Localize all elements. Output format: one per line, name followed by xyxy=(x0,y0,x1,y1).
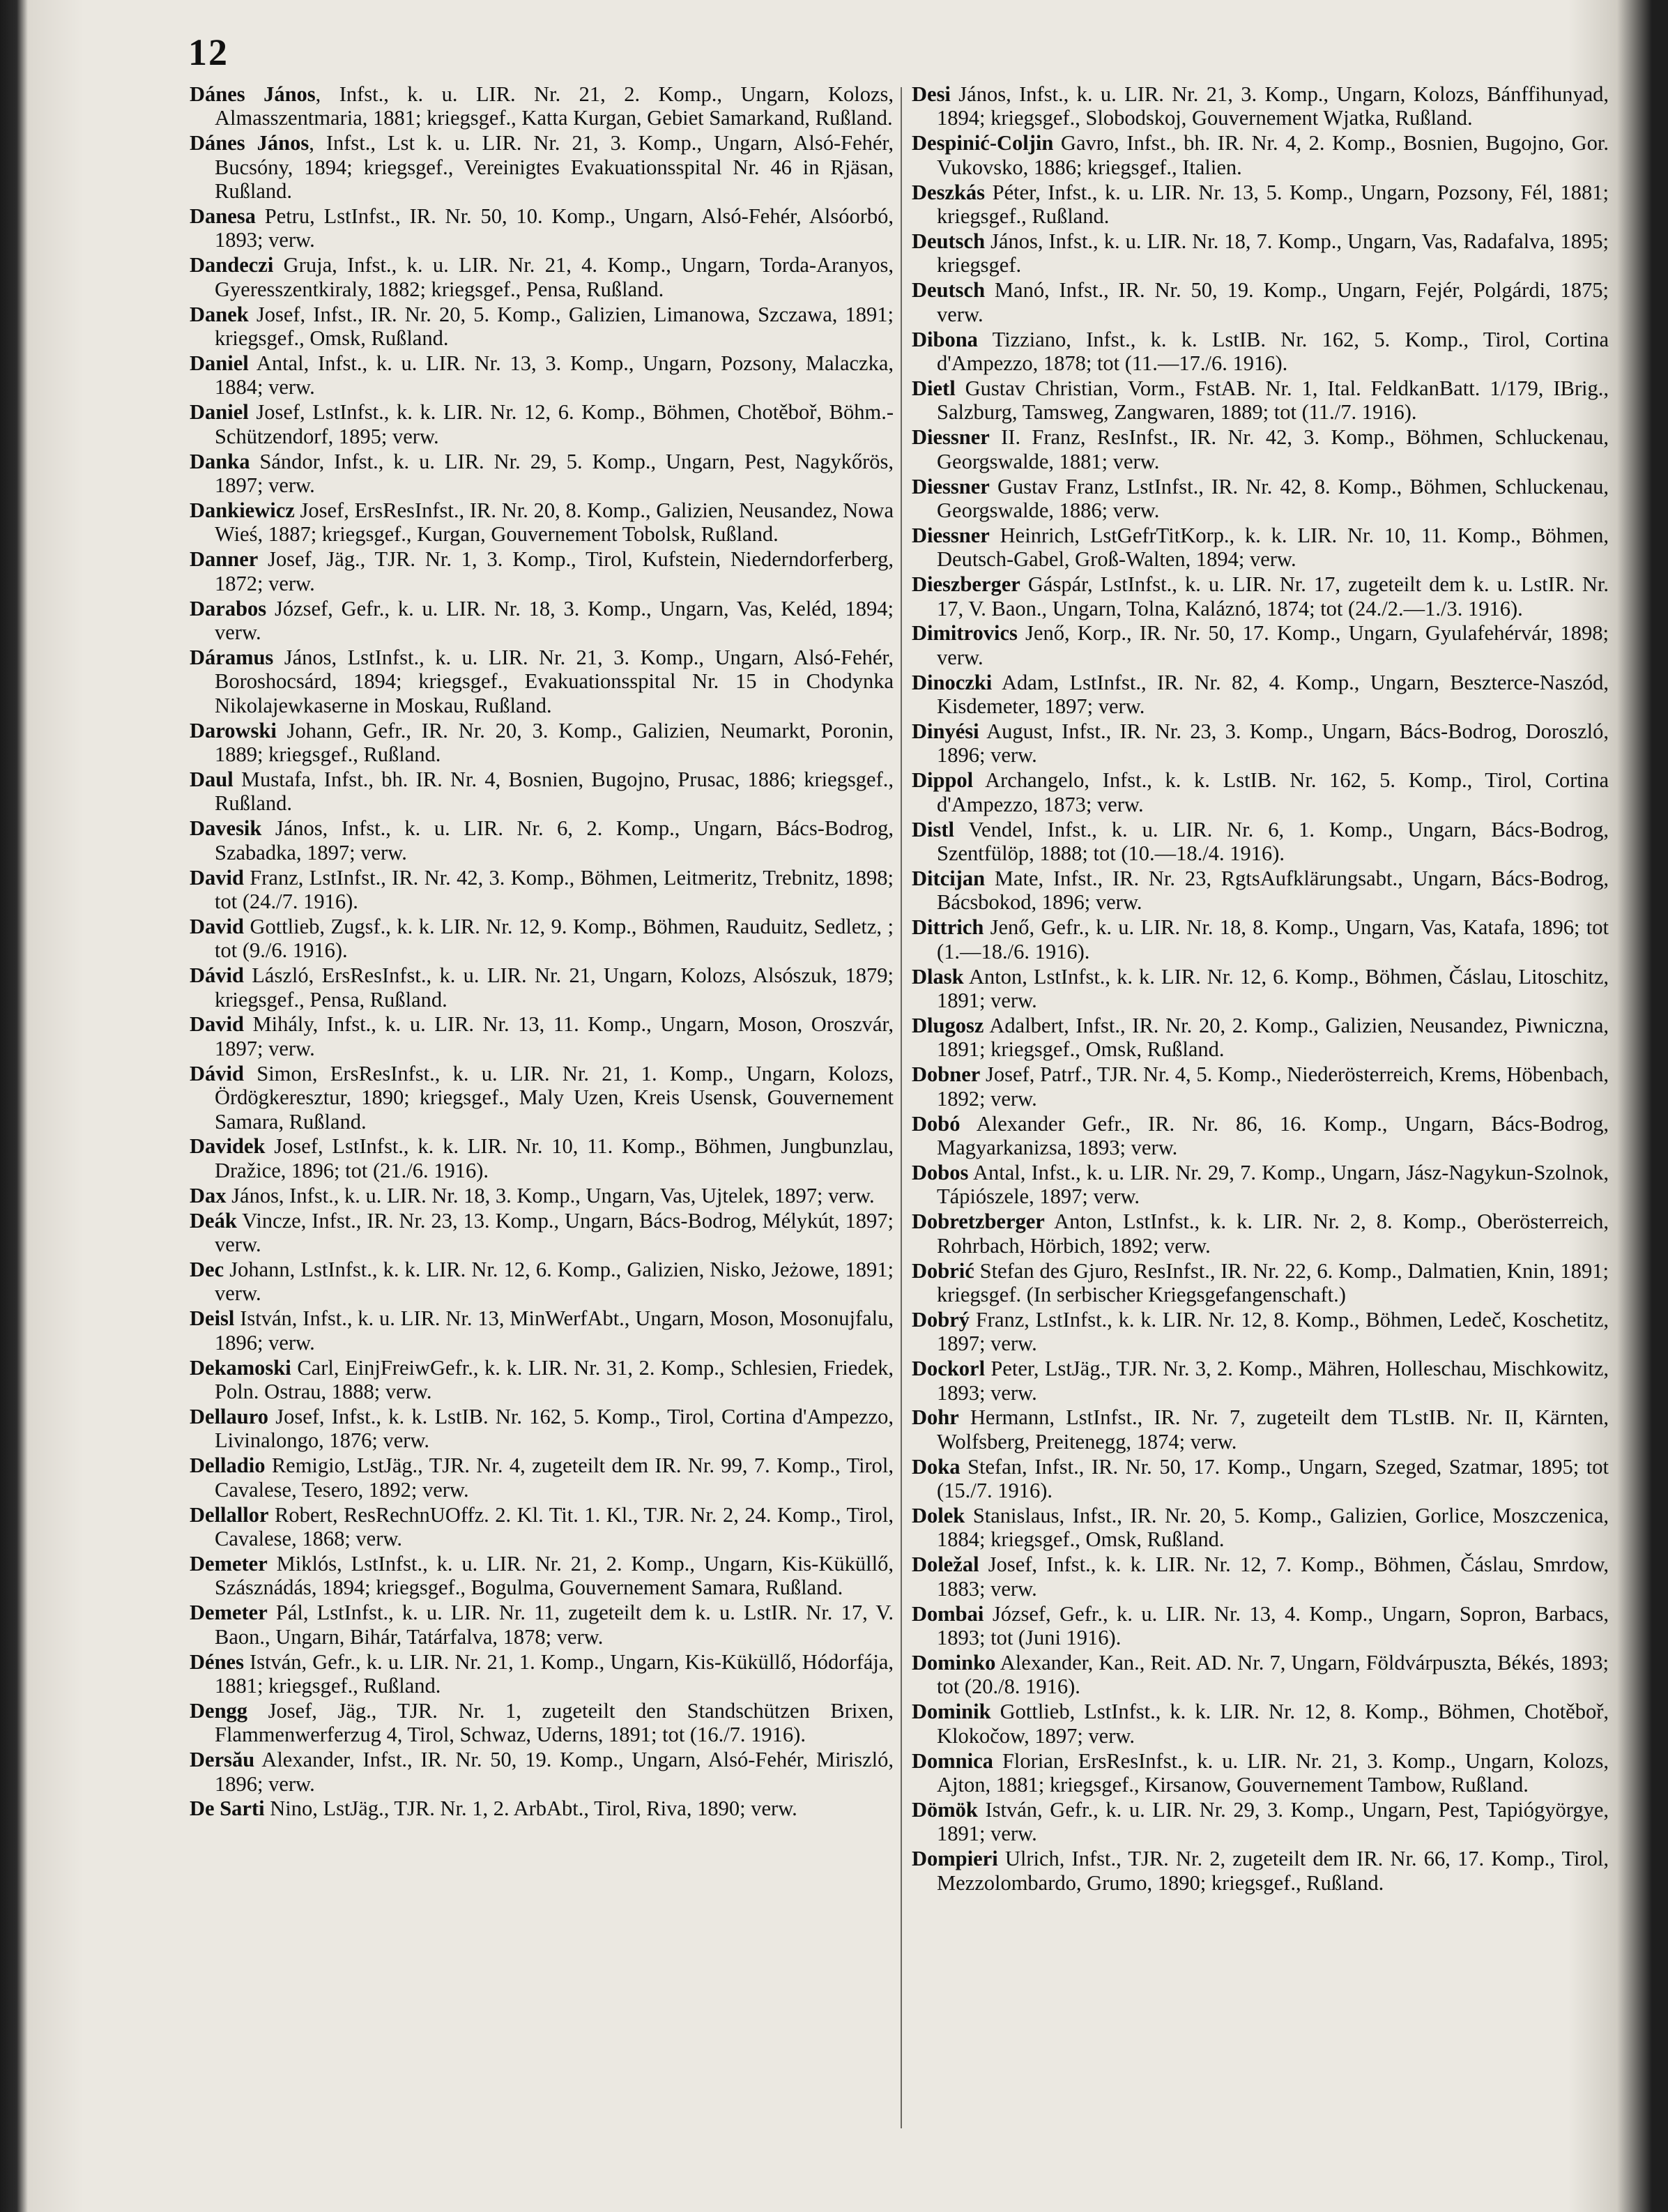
register-entry xyxy=(190,131,894,203)
column-divider xyxy=(901,87,902,2128)
entry-details: Gustav Franz, LstInfst., IR. Nr. 42, 8. Komp., Böhmen, Schluckenau, Georgswalde, 1886; verw. xyxy=(937,474,1609,522)
entry-details: László, ErsResInfst., k. u. LIR. Nr. 21, Ungarn, Kolozs, Alsószuk, 1879; kriegsgef., Pensa, Rußland. xyxy=(215,963,894,1012)
register-entry xyxy=(190,351,894,399)
entry-details: Adalbert, Infst., IR. Nr. 20, 2. Komp., Galizien, Neusandez, Piwniczna, 1891; kriegsgef., Omsk, Rußland. xyxy=(937,1013,1609,1062)
entry-details: Vincze, Infst., IR. Nr. 23, 13. Komp., Ungarn, Bács-Bodrog, Mélykút, 1897; verw. xyxy=(215,1208,894,1257)
right-column xyxy=(912,82,1609,2163)
entry-details: István, Gefr., k. u. LIR. Nr. 21, 1. Komp., Ungarn, Kis-Küküllő, Hódorfája, 1881; kriegsgef., Rußland. xyxy=(215,1649,894,1698)
entry-surname: Dobó xyxy=(912,1111,961,1136)
entry-details: Josef, Infst., IR. Nr. 20, 5. Komp., Galizien, Limanowa, Szczawa, 1891; kriegsgef., Omsk, Rußland. xyxy=(215,302,894,351)
entry-surname: Dietl xyxy=(912,376,956,400)
entry-surname: Davidek xyxy=(190,1134,266,1159)
register-entry xyxy=(190,963,894,1012)
register-entry xyxy=(912,1602,1609,1650)
register-entry xyxy=(912,1749,1609,1797)
page-number: 12 xyxy=(188,31,229,73)
entry-details: Mate, Infst., IR. Nr. 23, RgtsAufklärungsabt., Ungarn, Bács-Bodrog, Bácsbokod, 1896; verw. xyxy=(937,867,1609,915)
register-entry xyxy=(912,82,1609,130)
entry-surname: Demeter xyxy=(190,1551,268,1576)
register-entry xyxy=(912,621,1609,669)
entry-details: Josef, Jäg., TJR. Nr. 1, zugeteilt den Standschützen Brixen, Flammenwerferzug 4, Tirol, Schwaz, Uderns, 1891; tot (16./7. 1916). xyxy=(215,1698,894,1747)
register-entry xyxy=(912,425,1609,473)
entry-surname: Dobrý xyxy=(912,1307,970,1332)
entry-details: Alexander, Infst., IR. Nr. 50, 19. Komp., Ungarn, Alsó-Fehér, Miriszló, 1896; verw. xyxy=(215,1748,894,1796)
entry-details: Vendel, Infst., k. u. LIR. Nr. 6, 1. Komp., Ungarn, Bács-Bodrog, Szentfülöp, 1888; tot (10.—18./4. 1916). xyxy=(937,817,1609,866)
register-entry xyxy=(912,818,1609,866)
register-entry xyxy=(190,1552,894,1600)
entry-surname: Dobretzberger xyxy=(912,1210,1045,1234)
register-entry xyxy=(190,1134,894,1182)
register-entry xyxy=(190,1012,894,1060)
entry-details: Ulrich, Infst., TJR. Nr. 2, zugeteilt dem IR. Nr. 66, 17. Komp., Tirol, Mezzolombardo, Grumo, 1890; kriegsgef., Rußland. xyxy=(937,1847,1609,1895)
register-entry xyxy=(190,1258,894,1306)
entry-surname: Desi xyxy=(912,82,951,106)
entry-details: János, Infst., k. u. LIR. Nr. 18, 7. Komp., Ungarn, Vas, Radafalva, 1895; kriegsgef. xyxy=(937,229,1609,277)
entry-details: Josef, Jäg., TJR. Nr. 1, 3. Komp., Tirol, Kufstein, Niederndorferberg, 1872; verw. xyxy=(215,547,894,595)
entry-surname: David xyxy=(190,914,244,938)
entry-surname: David xyxy=(190,1012,244,1037)
entry-surname: Dobrić xyxy=(912,1258,974,1283)
entry-surname: Diessner xyxy=(912,425,990,450)
entry-surname: Dominko xyxy=(912,1651,996,1675)
entry-details: Jenő, Gefr., k. u. LIR. Nr. 18, 8. Komp., Ungarn, Vas, Katafa, 1896; tot (1.—18./6. 1916). xyxy=(937,915,1609,963)
entry-details: János, Infst., k. u. LIR. Nr. 6, 2. Komp., Ungarn, Bács-Bodrog, Szabadka, 1897; verw. xyxy=(215,816,894,864)
entry-surname: Dombai xyxy=(912,1601,984,1626)
entry-details: Péter, Infst., k. u. LIR. Nr. 13, 5. Komp., Ungarn, Pozsony, Fél, 1881; kriegsgef., Rußland. xyxy=(937,180,1609,229)
entry-surname: Dittrich xyxy=(912,915,984,940)
entry-surname: Dieszberger xyxy=(912,572,1020,597)
entry-surname: Dockorl xyxy=(912,1357,986,1381)
register-entry xyxy=(190,646,894,717)
entry-surname: Dánes János xyxy=(190,82,316,106)
entry-details: Josef, Patrf., TJR. Nr. 4, 5. Komp., Niederösterreich, Krems, Höbenbach, 1892; verw. xyxy=(937,1062,1609,1111)
entry-surname: Deszkás xyxy=(912,180,986,204)
entry-surname: Dinyési xyxy=(912,719,979,744)
entry-details: Anton, LstInfst., k. k. LIR. Nr. 2, 8. Komp., Oberösterreich, Rohrbach, Hörbich, 1892; verw. xyxy=(937,1210,1609,1258)
entry-details: Stefan des Gjuro, ResInfst., IR. Nr. 22, 6. Komp., Dalmatien, Knin, 1891; kriegsgef. (In serbischer Kriegsgefangenschaft.) xyxy=(937,1258,1609,1306)
entry-surname: Daniel xyxy=(190,351,249,375)
entry-surname: Dompieri xyxy=(912,1847,998,1871)
register-entry xyxy=(912,1700,1609,1748)
register-entry xyxy=(912,1357,1609,1405)
entry-surname: Dolek xyxy=(912,1504,965,1528)
entry-surname: David xyxy=(190,865,244,890)
entry-surname: Diessner xyxy=(912,474,990,498)
entry-details: Florian, ErsResInfst., k. u. LIR. Nr. 21, 3. Komp., Ungarn, Kolozs, Ajton, 1881; kriegsgef., Kirsanow, Gouvernement Tambow, Rußland. xyxy=(937,1748,1609,1797)
entry-details: Stefan, Infst., IR. Nr. 50, 17. Komp., Ungarn, Szeged, Szatmar, 1895; tot (15./7. 1916). xyxy=(937,1454,1609,1503)
entry-details: Gottlieb, LstInfst., k. k. LIR. Nr. 12, 8. Komp., Böhmen, Chotěboř, Klokočow, 1897; verw. xyxy=(937,1700,1609,1748)
entry-surname: Davesik xyxy=(190,816,262,841)
entry-details: Carl, EinjFreiwGefr., k. k. LIR. Nr. 31, 2. Komp., Schlesien, Friedek, Poln. Ostrau, 1888; verw. xyxy=(215,1355,894,1404)
entry-surname: Deisl xyxy=(190,1306,235,1331)
entry-details: Alexander Gefr., IR. Nr. 86, 16. Komp., Ungarn, Bács-Bodrog, Magyarkanizsa, 1893; verw. xyxy=(937,1111,1609,1159)
entry-surname: Darowski xyxy=(190,718,277,742)
register-entry xyxy=(190,1748,894,1796)
register-entry xyxy=(190,597,894,645)
entry-details: Sándor, Infst., k. u. LIR. Nr. 29, 5. Komp., Ungarn, Pest, Nagykőrös, 1897; verw. xyxy=(215,449,894,497)
entry-details: Manó, Infst., IR. Nr. 50, 19. Komp., Ungarn, Fejér, Polgárdi, 1875; verw. xyxy=(937,278,1609,326)
entry-surname: Dávid xyxy=(190,1061,244,1085)
register-entry xyxy=(912,1112,1609,1160)
register-entry xyxy=(190,1209,894,1257)
entry-surname: Dlask xyxy=(912,964,964,989)
entry-details: August, Infst., IR. Nr. 23, 3. Komp., Ungarn, Bács-Bodrog, Doroszló, 1896; verw. xyxy=(937,719,1609,768)
register-entry xyxy=(190,547,894,595)
entry-surname: Despinić-Coljin xyxy=(912,131,1054,155)
entry-details: Gáspár, LstInfst., k. u. LIR. Nr. 17, zugeteilt dem k. u. LstIR. Nr. 17, V. Baon., Ungarn, Tolna, Kaláznó, 1874; tot (24./2.—1./3. 1916). xyxy=(937,572,1609,620)
register-entry xyxy=(190,1650,894,1698)
entry-details: Peter, LstJäg., TJR. Nr. 3, 2. Komp., Mähren, Holleschau, Mischkowitz, 1893; verw. xyxy=(937,1357,1609,1405)
entry-surname: Diessner xyxy=(912,523,990,547)
entry-details: Simon, ErsResInfst., k. u. LIR. Nr. 21, 1. Komp., Ungarn, Kolozs, Ördögkeresztur, 1890; kriegsgef., Maly Uzen, Kreis Usensk, Gouvernement Samara, Rußland. xyxy=(215,1061,894,1134)
register-entry xyxy=(912,965,1609,1013)
entry-surname: Dobos xyxy=(912,1160,969,1184)
register-entry xyxy=(190,816,894,864)
register-entry xyxy=(912,1651,1609,1699)
entry-details: Franz, LstInfst., IR. Nr. 42, 3. Komp., Böhmen, Leitmeritz, Trebnitz, 1898; tot (24./7. 1916). xyxy=(215,865,894,913)
entry-surname: Darabos xyxy=(190,596,267,620)
register-entry xyxy=(190,866,894,914)
entry-surname: Daniel xyxy=(190,400,249,425)
entry-surname: Danner xyxy=(190,547,259,572)
entry-details: Mihály, Infst., k. u. LIR. Nr. 13, 11. Komp., Ungarn, Moson, Oroszvár, 1897; verw. xyxy=(215,1012,894,1060)
entry-surname: Dengg xyxy=(190,1698,248,1723)
left-column xyxy=(190,82,894,2163)
entry-surname: Dimitrovics xyxy=(912,621,1018,646)
entry-surname: Dánes János xyxy=(190,131,309,155)
entry-details: Anton, LstInfst., k. k. LIR. Nr. 12, 6. Komp., Böhmen, Čáslau, Litoschitz, 1891; verw. xyxy=(937,964,1609,1013)
entry-details: Josef, ErsResInfst., IR. Nr. 20, 8. Komp., Galizien, Neusandez, Nowa Wieś, 1887; kriegsgef., Kurgan, Gouvernement Tobolsk, Rußland. xyxy=(215,498,894,547)
entry-surname: Dax xyxy=(190,1183,227,1207)
entry-details: Archangelo, Infst., k. k. LstIB. Nr. 162, 5. Komp., Tirol, Cortina d'Ampezzo, 1873; verw. xyxy=(937,768,1609,816)
entry-details: Alexander, Kan., Reit. AD. Nr. 7, Ungarn, Földvárpuszta, Békés, 1893; tot (20./8. 1916). xyxy=(937,1651,1609,1699)
entry-details: József, Gefr., k. u. LIR. Nr. 13, 4. Komp., Ungarn, Sopron, Barbacs, 1893; tot (Juni 1916). xyxy=(937,1601,1609,1650)
entry-details: Gruja, Infst., k. u. LIR. Nr. 21, 4. Komp., Ungarn, Torda-Aranyos, Gyeresszentkiraly, 1882; kriegsgef., Pensa, Rußland. xyxy=(215,253,894,301)
entry-details: Josef, Infst., k. k. LIR. Nr. 12, 7. Komp., Böhmen, Čáslau, Smrdow, 1883; verw. xyxy=(937,1553,1609,1601)
register-entry xyxy=(912,328,1609,376)
entry-details: Robert, ResRechnUOffz. 2. Kl. Tit. 1. Kl., TJR. Nr. 2, 24. Komp., Tirol, Cavalese, 1868; verw. xyxy=(215,1502,894,1550)
entry-surname: De Sarti xyxy=(190,1797,265,1821)
entry-surname: Danek xyxy=(190,302,249,326)
entry-details: Adam, LstInfst., IR. Nr. 82, 4. Komp., Ungarn, Beszterce-Naszód, Kisdemeter, 1897; verw. xyxy=(937,670,1609,719)
register-entry xyxy=(912,1504,1609,1552)
register-entry xyxy=(190,1306,894,1355)
entry-details: , Infst., Lst k. u. LIR. Nr. 21, 3. Komp., Ungarn, Alsó-Fehér, Bucsóny, 1894; kriegsgef., Vereinigtes Evakuationsspital Nr. 46 in Rjäsan, Rußland. xyxy=(215,131,894,204)
register-entry xyxy=(190,1503,894,1551)
entry-details: Gavro, Infst., bh. IR. Nr. 4, 2. Komp., Bosnien, Bugojno, Gor. Vukovsko, 1886; kriegsgef., Italien. xyxy=(937,131,1609,179)
register-entry xyxy=(190,1405,894,1453)
entry-surname: Danesa xyxy=(190,204,256,229)
register-entry xyxy=(190,450,894,498)
entry-surname: Dávid xyxy=(190,963,244,988)
entry-details: Franz, LstInfst., k. k. LIR. Nr. 12, 8. Komp., Böhmen, Ledeč, Koschetitz, 1897; verw. xyxy=(937,1307,1609,1356)
register-entry xyxy=(190,204,894,252)
entry-surname: Demeter xyxy=(190,1601,268,1625)
entry-details: Antal, Infst., k. u. LIR. Nr. 13, 3. Komp., Ungarn, Pozsony, Malaczka, 1884; verw. xyxy=(215,351,894,399)
register-entry xyxy=(190,1184,894,1207)
entry-surname: Dlugosz xyxy=(912,1013,984,1037)
entry-details: János, Infst., k. u. LIR. Nr. 18, 3. Komp., Ungarn, Vas, Ujtelek, 1897; verw. xyxy=(226,1183,875,1207)
entry-surname: Dinoczki xyxy=(912,670,993,694)
entry-details: István, Infst., k. u. LIR. Nr. 13, MinWerfAbt., Ungarn, Moson, Mosonujfalu, 1896; verw. xyxy=(215,1306,894,1355)
entry-details: Mustafa, Infst., bh. IR. Nr. 4, Bosnien, Bugojno, Prusac, 1886; kriegsgef., Rußland. xyxy=(215,767,894,816)
register-entry xyxy=(912,524,1609,572)
entry-details: József, Gefr., k. u. LIR. Nr. 18, 3. Komp., Ungarn, Vas, Keléd, 1894; verw. xyxy=(215,596,894,644)
register-entry xyxy=(912,1798,1609,1846)
entry-details: Remigio, LstJäg., TJR. Nr. 4, zugeteilt dem IR. Nr. 99, 7. Komp., Tirol, Cavalese, Tesero, 1892; verw. xyxy=(215,1454,894,1502)
register-entry xyxy=(912,376,1609,425)
entry-surname: Danka xyxy=(190,449,250,473)
entry-surname: Delladio xyxy=(190,1454,266,1478)
entry-details: Hermann, LstInfst., IR. Nr. 7, zugeteilt dem TLstIB. Nr. II, Kärnten, Wolfsberg, Preitenegg, 1874; verw. xyxy=(937,1405,1609,1454)
entry-surname: Dibona xyxy=(912,327,978,351)
entry-details: Heinrich, LstGefrTitKorp., k. k. LIR. Nr. 10, 11. Komp., Böhmen, Deutsch-Gabel, Groß-Walten, 1894; verw. xyxy=(937,523,1609,572)
entry-details: István, Gefr., k. u. LIR. Nr. 29, 3. Komp., Ungarn, Pest, Tapiógyörgye, 1891; verw. xyxy=(937,1797,1609,1846)
entry-details: Miklós, LstInfst., k. u. LIR. Nr. 21, 2. Komp., Ungarn, Kis-Küküllő, Szásznádás, 1894; kriegsgef., Bogulma, Gouvernement Samara, Rußland. xyxy=(215,1551,894,1600)
entry-details: Gottlieb, Zugsf., k. k. LIR. Nr. 12, 9. Komp., Böhmen, Rauduitz, Sedletz, ; tot (9./6. 1916). xyxy=(215,914,894,963)
entry-surname: Dellauro xyxy=(190,1404,268,1428)
entry-surname: Deák xyxy=(190,1208,237,1233)
entry-surname: Dellallor xyxy=(190,1502,269,1527)
entry-details: , Infst., k. u. LIR. Nr. 21, 2. Komp., Ungarn, Kolozs, Almasszentmaria, 1881; kriegsgef., Katta Kurgan, Gebiet Samarkand, Rußland. xyxy=(215,82,894,130)
register-entry xyxy=(190,303,894,351)
register-entry xyxy=(912,1014,1609,1062)
register-entry xyxy=(912,181,1609,229)
entry-details: Johann, LstInfst., k. k. LIR. Nr. 12, 6. Komp., Galizien, Nisko, Jeżowe, 1891; verw. xyxy=(215,1258,894,1306)
register-entry xyxy=(190,498,894,547)
entry-details: Petru, LstInfst., IR. Nr. 50, 10. Komp., Ungarn, Alsó-Fehér, Alsóorbó, 1893; verw. xyxy=(215,204,894,252)
entry-details: Josef, LstInfst., k. k. LIR. Nr. 10, 11. Komp., Böhmen, Jungbunzlau, Dražice, 1896; tot (21./6. 1916). xyxy=(215,1134,894,1182)
register-entry xyxy=(912,1161,1609,1209)
entry-surname: Domnica xyxy=(912,1748,993,1773)
entry-surname: Dankiewicz xyxy=(190,498,295,522)
entry-details: János, Infst., k. u. LIR. Nr. 21, 3. Komp., Ungarn, Kolozs, Bánffihunyad, 1894; kriegsgef., Slobodskoj, Gouvernement Wjatka, Rußland. xyxy=(937,82,1609,130)
register-entry xyxy=(912,475,1609,523)
register-entry xyxy=(190,719,894,767)
entry-surname: Dominik xyxy=(912,1700,991,1724)
register-entry xyxy=(190,82,894,130)
register-entry xyxy=(190,253,894,301)
entry-surname: Dáramus xyxy=(190,645,274,669)
register-entry xyxy=(912,1553,1609,1601)
entry-surname: Dohr xyxy=(912,1405,959,1430)
register-entry xyxy=(912,768,1609,816)
register-entry xyxy=(912,1847,1609,1895)
register-entry xyxy=(912,1062,1609,1111)
register-entry xyxy=(190,1454,894,1502)
register-entry xyxy=(190,1062,894,1134)
register-entry xyxy=(912,572,1609,620)
register-entry xyxy=(912,278,1609,326)
register-entry xyxy=(190,1356,894,1404)
entry-details: Johann, Gefr., IR. Nr. 20, 3. Komp., Galizien, Neumarkt, Poronin, 1889; kriegsgef., Rußland. xyxy=(215,718,894,766)
register-entry xyxy=(912,1308,1609,1356)
entry-details: Gustav Christian, Vorm., FstAB. Nr. 1, Ital. FeldkanBatt. 1/179, IBrig., Salzburg, Tamsweg, Zangwaren, 1889; tot (11./7. 1916). xyxy=(937,376,1609,425)
entry-surname: Dippol xyxy=(912,768,974,793)
entry-surname: Doležal xyxy=(912,1553,979,1577)
entry-surname: Dobner xyxy=(912,1062,981,1087)
register-entry xyxy=(912,131,1609,179)
register-entry xyxy=(190,400,894,448)
entry-surname: Doka xyxy=(912,1454,961,1479)
entry-surname: Deutsch xyxy=(912,278,986,303)
register-entry xyxy=(912,671,1609,719)
entry-surname: Dec xyxy=(190,1258,224,1281)
entry-details: Nino, LstJäg., TJR. Nr. 1, 2. ArbAbt., Tirol, Riva, 1890; verw. xyxy=(264,1797,797,1821)
entry-surname: Ditcijan xyxy=(912,867,986,890)
register-entry xyxy=(190,1601,894,1649)
entry-details: Tizziano, Infst., k. k. LstIB. Nr. 162, 5. Komp., Tirol, Cortina d'Ampezzo, 1878; tot (11.—17./6. 1916). xyxy=(937,327,1609,375)
entry-details: János, LstInfst., k. u. LIR. Nr. 21, 3. Komp., Ungarn, Alsó-Fehér, Boroshocsárd, 1894; kriegsgef., Evakuationsspital Nr. 15 in Chodynka Nikolajewkaserne in Moskau, Rußland. xyxy=(215,645,894,717)
entry-details: Josef, LstInfst., k. k. LIR. Nr. 12, 6. Komp., Böhmen, Chotěboř, Böhm.-Schützendorf, 1895; verw. xyxy=(215,400,894,448)
entry-surname: Distl xyxy=(912,817,954,841)
register-entry xyxy=(912,1210,1609,1258)
entry-details: Pál, LstInfst., k. u. LIR. Nr. 11, zugeteilt dem k. u. LstIR. Nr. 17, V. Baon., Ungarn, Bihár, Tatárfalva, 1878; verw. xyxy=(215,1601,894,1649)
entry-details: Josef, Infst., k. k. LstIB. Nr. 162, 5. Komp., Tirol, Cortina d'Ampezzo, Livinalongo, 1876; verw. xyxy=(215,1404,894,1453)
entry-details: Antal, Infst., k. u. LIR. Nr. 29, 7. Komp., Ungarn, Jász-Nagykun-Szolnok, Tápiószele, 1897; verw. xyxy=(937,1160,1609,1209)
register-entry xyxy=(190,768,894,816)
entry-surname: Dénes xyxy=(190,1649,244,1674)
entry-surname: Daul xyxy=(190,767,234,791)
entry-surname: Dekamoski xyxy=(190,1355,291,1380)
entry-details: Jenő, Korp., IR. Nr. 50, 17. Komp., Ungarn, Gyulafehérvár, 1898; verw. xyxy=(937,621,1609,669)
register-entry xyxy=(912,1405,1609,1454)
entry-surname: Dandeczi xyxy=(190,253,274,277)
entry-details: II. Franz, ResInfst., IR. Nr. 42, 3. Komp., Böhmen, Schluckenau, Georgswalde, 1881; verw. xyxy=(937,425,1609,473)
entry-details: Stanislaus, Infst., IR. Nr. 20, 5. Komp., Galizien, Gorlice, Moszczenica, 1884; kriegsgef., Omsk, Rußland. xyxy=(937,1504,1609,1552)
entry-surname: Deutsch xyxy=(912,229,986,253)
register-entry xyxy=(190,1699,894,1747)
register-entry xyxy=(190,1797,894,1820)
entry-surname: Dersău xyxy=(190,1748,255,1772)
register-entry xyxy=(912,719,1609,768)
register-entry xyxy=(912,1455,1609,1503)
register-entry xyxy=(912,1259,1609,1307)
register-entry xyxy=(912,867,1609,915)
register-entry xyxy=(912,915,1609,963)
register-entry xyxy=(912,229,1609,277)
entry-surname: Dömök xyxy=(912,1797,978,1822)
register-entry xyxy=(190,915,894,963)
